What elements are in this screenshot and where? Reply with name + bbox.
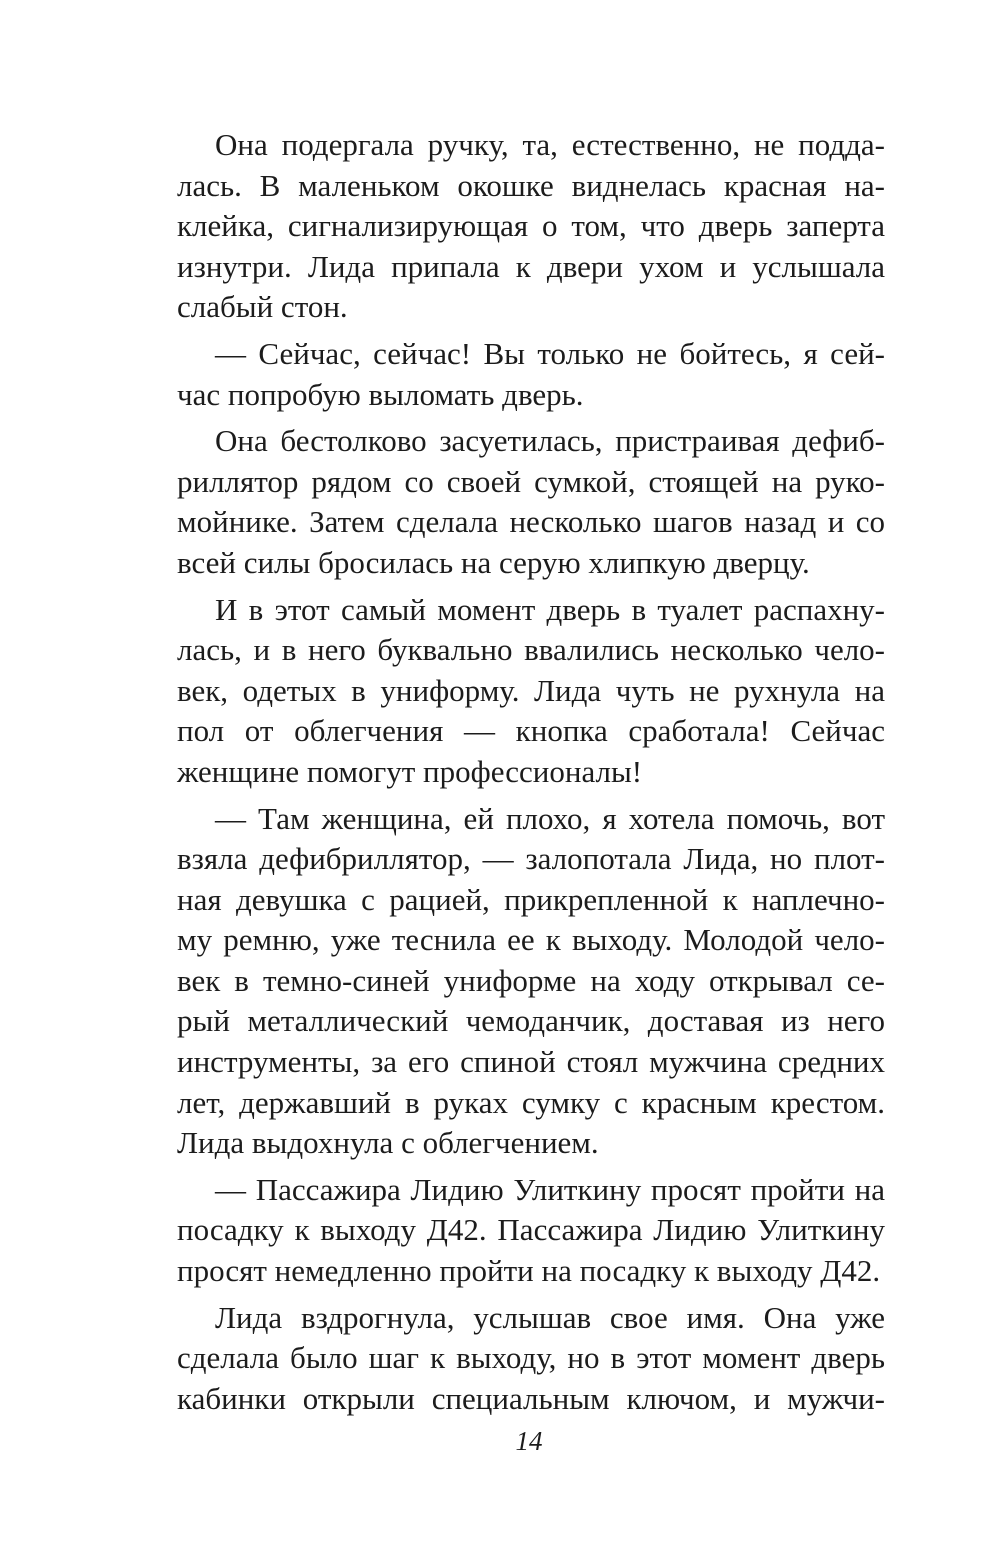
text-line: всей силы бросилась на серую хлипкую дверцу. (177, 544, 810, 580)
paragraph (177, 1170, 885, 1292)
text-line: час попробую выломать дверь. (177, 376, 584, 412)
text-line: век в темно-синей униформе на ходу открывал се- (177, 962, 885, 998)
text-line: Лида выдохнула с облегчением. (177, 1125, 599, 1161)
text-line: — Там женщина, ей плохо, я хотела помочь, вот (215, 800, 885, 836)
text-line: век, одетых в униформу. Лида чуть не рухнула на (177, 672, 885, 708)
text-line: кабинки открыли специальным ключом, и мужчи- (177, 1380, 885, 1416)
text-line: сделала было шаг к выходу, но в этот момент дверь (177, 1340, 885, 1376)
paragraph (177, 1298, 885, 1420)
text-line: клейка, сигнализирующая о том, что дверь заперта (177, 208, 885, 244)
text-line: риллятор рядом со своей сумкой, стоящей на руко- (177, 463, 885, 499)
text-line: лась, и в него буквально ввалились несколько чело- (177, 632, 885, 668)
text-line: му ремню, уже теснила ее к выходу. Молодой чело- (177, 922, 885, 958)
text-line: изнутри. Лида припала к двери ухом и услышала (177, 248, 885, 284)
text-line: взяла дефибриллятор, — залопотала Лида, но плот- (177, 841, 885, 877)
text-line: рый металлический чемоданчик, доставая из него (177, 1003, 885, 1039)
text-line: инструменты, за его спиной стоял мужчина средних (177, 1044, 885, 1080)
paragraph (177, 421, 885, 583)
text-line: пол от облегчения — кнопка сработала! Сейчас (177, 713, 885, 749)
text-line: женщине помогут профессионалы! (177, 753, 643, 789)
text-line: слабый стон. (177, 289, 348, 325)
paragraph (177, 590, 885, 793)
body-text (177, 125, 885, 1425)
text-line: — Сейчас, сейчас! Вы только не бойтесь, я сей- (215, 335, 885, 371)
text-line: И в этот самый момент дверь в туалет распахну- (215, 591, 885, 627)
text-line: Она бестолково засуетилась, пристраивая дефиб- (215, 423, 885, 459)
text-line: просят немедленно пройти на посадку к выходу Д42. (177, 1253, 881, 1289)
paragraph (177, 334, 885, 415)
text-line: — Пассажира Лидию Улиткину просят пройти на (215, 1171, 885, 1207)
text-line: лет, державший в руках сумку с красным крестом. (177, 1084, 885, 1120)
text-line: Она подергала ручку, та, естественно, не подда- (215, 127, 885, 162)
text-line: ная девушка с рацией, прикрепленной к наплечно- (177, 881, 885, 917)
text-line: мойнике. Затем сделала несколько шагов назад и со (177, 504, 885, 540)
text-line: Лида вздрогнула, услышав свое имя. Она уже (215, 1299, 885, 1335)
paragraph (177, 125, 885, 328)
paragraph (177, 799, 885, 1164)
page-number: 14 (515, 1426, 543, 1456)
text-line: лась. В маленьком окошке виднелась красная на- (177, 167, 885, 203)
text-line: посадку к выходу Д42. Пассажира Лидию Улиткину (177, 1212, 885, 1248)
